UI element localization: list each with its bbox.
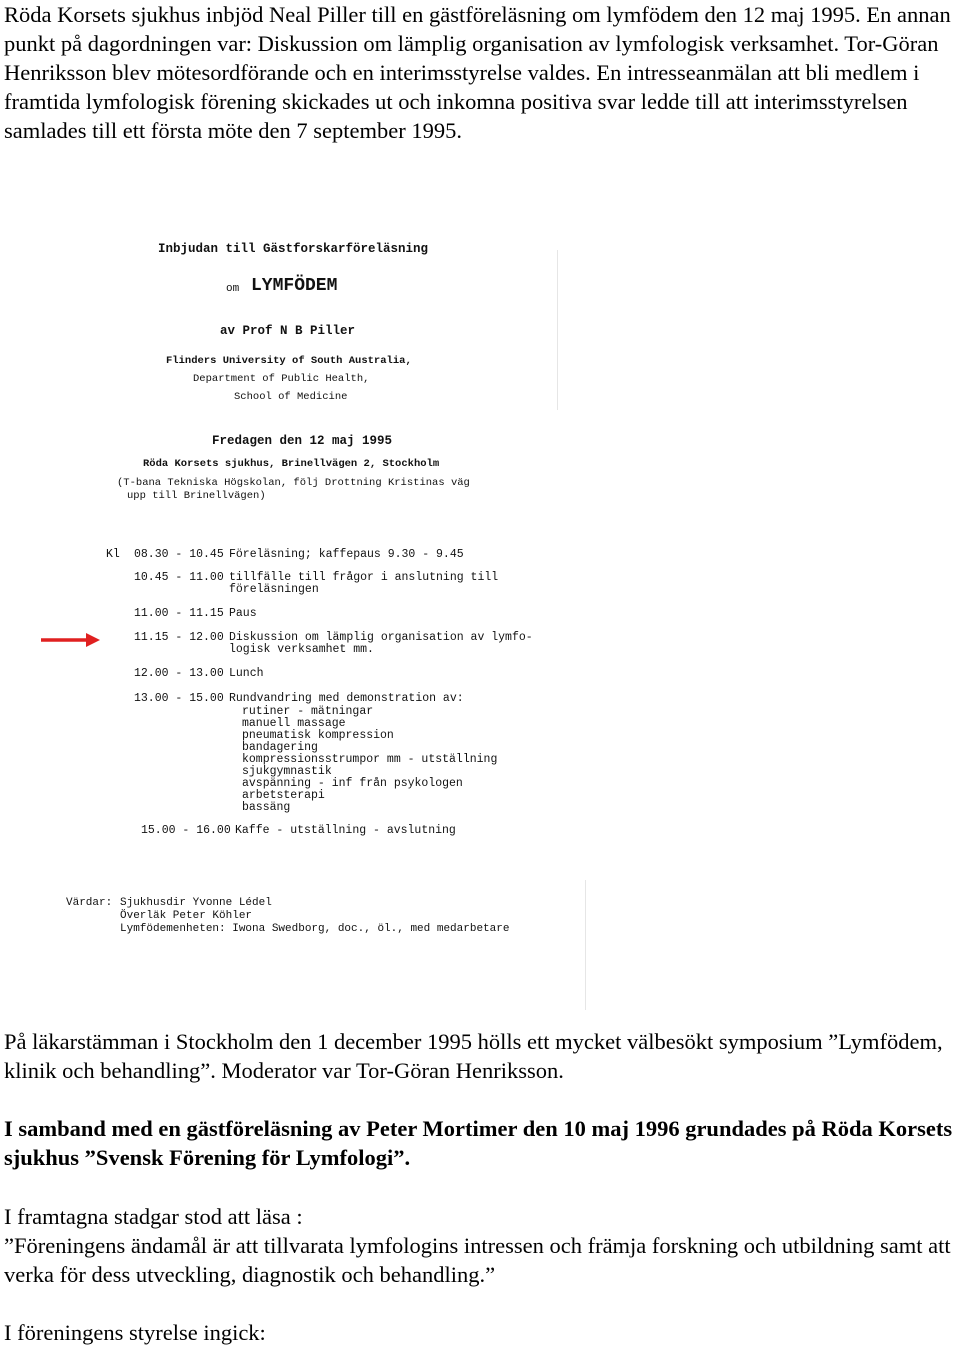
schedule-text: Rundvandring med demonstration av: [229, 692, 464, 705]
tour-item: kompressionsstrumpor mm - utställning [242, 753, 498, 766]
invitation-directions-1: (T-bana Tekniska Högskolan, följ Drottning Kristinas väg [117, 477, 470, 489]
tour-item: pneumatisk kompression [242, 729, 394, 742]
schedule-time: 11.15 - 12.00 [134, 631, 224, 644]
invitation-affiliation-1: Flinders University of South Australia, [166, 355, 412, 367]
schedule-time: 15.00 - 16.00 [141, 824, 231, 837]
schedule-time: 11.00 - 11.15 [134, 607, 224, 620]
schedule-text: Kaffe - utställning - avslutning [235, 824, 456, 837]
schedule-time: 12.00 - 13.00 [134, 667, 224, 680]
hosts-label: Värdar: [66, 897, 113, 909]
invitation-topic-prefix: om [226, 283, 240, 295]
host-line: Överläk Peter Köhler [120, 910, 253, 922]
founding-paragraph: I samband med en gästföreläsning av Peter Mortimer den 10 maj 1996 grundades på Röda Korsets sjukhus ”Svensk Förening för Lymfologi”. [4, 1116, 953, 1170]
schedule-text: Föreläsning; kaffepaus 9.30 - 9.45 [229, 548, 464, 561]
schedule-text: Diskussion om lämplig organisation av lymfo- logisk verksamhet mm. [229, 631, 533, 656]
host-line: Sjukhusdir Yvonne Lédel [120, 897, 272, 909]
red-arrow-icon [40, 632, 102, 648]
schedule-text: Paus [229, 607, 257, 620]
invitation-date: Fredagen den 12 maj 1995 [212, 434, 393, 448]
invitation-affiliation-3: School of Medicine [234, 391, 348, 403]
symposium-paragraph: På läkarstämman i Stockholm den 1 december 1995 hölls ett mycket välbesökt symposium ”Lymfödem, klinik och behandling”. Moderator var Tor-Göran Henriksson. [4, 1029, 943, 1083]
invitation-directions-2: upp till Brinellvägen) [127, 490, 266, 502]
scan-edge-line [557, 250, 558, 410]
tour-item: bandagering [242, 741, 318, 754]
invitation-venue: Röda Korsets sjukhus, Brinellvägen 2, Stockholm [143, 458, 440, 470]
statutes-quote: ”Föreningens ändamål är att tillvarata lymfologins intressen och främja forskning och utbildning samt att verka för dess utveckling, diagnostik och behandling.” [4, 1233, 951, 1287]
tour-item: rutiner - mätningar [242, 705, 374, 718]
invitation-affiliation-2: Department of Public Health, [193, 373, 370, 385]
tour-item: avspänning - inf från psykologen [242, 777, 463, 790]
statutes-intro: I framtagna stadgar stod att läsa : [4, 1204, 303, 1229]
schedule-time: 08.30 - 10.45 [134, 548, 224, 561]
schedule-text: Lunch [229, 667, 264, 680]
invitation-heading: Inbjudan till Gästforskarföreläsning [158, 242, 429, 256]
host-line: Lymfödemenheten: Iwona Swedborg, doc., öl., med medarbetare [120, 923, 510, 935]
tour-item: bassäng [242, 801, 291, 814]
tour-item: manuell massage [242, 717, 346, 730]
schedule-time: 10.45 - 11.00 [134, 571, 224, 584]
schedule-time: 13.00 - 15.00 [134, 692, 224, 705]
schedule-label: Kl [106, 548, 120, 561]
tour-item: sjukgymnastik [242, 765, 332, 778]
invitation-speaker: av Prof N B Piller [220, 324, 356, 338]
schedule-text: tillfälle till frågor i anslutning till föreläsningen [229, 571, 499, 596]
scan-edge-line [585, 880, 586, 1010]
invitation-topic: LYMFÖDEM [251, 276, 338, 296]
board-intro: I föreningens styrelse ingick: [4, 1320, 266, 1345]
tour-item: arbetsterapi [242, 789, 325, 802]
intro-paragraph: Röda Korsets sjukhus inbjöd Neal Piller till en gästföreläsning om lymfödem den 12 maj 1995. En annan punkt på dagordningen var: Diskussion om lämplig organisation av lymfologisk verksamhet. Tor-Göran Henriksson blev mötesordförande och en interimsstyrelse valdes. En intresseanmälan att bli medlem i framtida lymfologisk förening skickades ut och inkomna positiva svar ledde till att interimsstyrelsen samlades till ett första möte den 7 september 1995. [4, 2, 951, 143]
